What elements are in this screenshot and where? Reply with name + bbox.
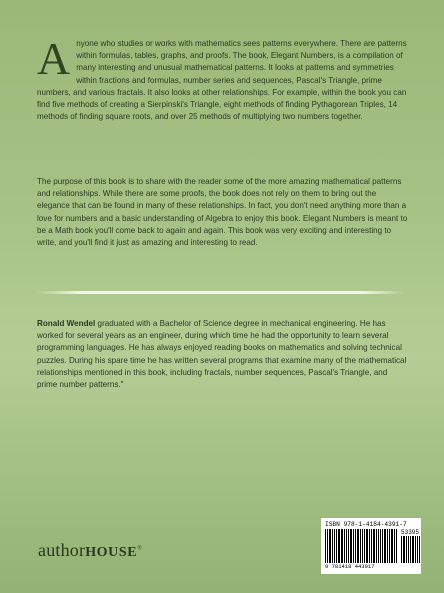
barcode-bar [376,529,377,563]
main-barcode-bars [325,529,398,563]
purpose-paragraph: The purpose of this book is to share with the reader some of the more amazing mathematical patterns and relationships. While there are some proofs, the book does not rely on them to bring out the elegance that can be found in many of these relationships. In fact, you don't need anything more than a love for numbers and a basic understanding of Algebra to enjoy this book. Elegant Numbers is meant to be a Math book you'll come back to again and again. This book was very exciting and interesting to write, and you'll find it just as amazing and interesting to read. [37,177,408,248]
barcode-bar [355,529,356,563]
barcode-bar [344,529,345,563]
intro-paragraph [37,33,409,123]
barcode-bar [384,529,386,563]
barcode-bar [394,529,395,563]
supplement-barcode [401,529,421,570]
author-bio-paragraph [37,318,409,391]
publisher-logo-part2: HOUSE [85,545,138,560]
barcode-bar [417,536,418,563]
barcode-bar [353,529,354,563]
barcode-bar [380,529,381,563]
barcode-bar [338,529,340,563]
barcode-bar [369,529,370,563]
registered-mark: ® [137,545,142,552]
barcode-bar [366,529,368,563]
barcode-bar [364,529,365,563]
barcode-bar [346,529,347,563]
supplement-number: 53395 [401,529,420,536]
barcode-bar [348,529,349,563]
barcode-bar [410,536,411,563]
isbn-barcode [321,518,421,574]
barcode-bar [325,529,326,563]
barcode-bar [336,529,337,563]
barcode-bar [373,529,375,563]
barcode-bar [378,529,379,563]
barcode-bar [419,536,420,563]
publisher-logo [38,540,142,561]
author-bio-text: graduated with a Bachelor of Science degree in mechanical engineering. He has worked for several years as an engineer, during which time he had the opportunity to learn several programming languages. He has always enjoyed reading books on mathematics and solving technical puzzles. During his spare time he has written several programs that examine many of the mathematical relationships mentioned in this book, including fractals, number sequences, Pascal's Triangle, and prime number patterns." [37,319,407,390]
barcode-graphic [325,529,420,563]
divider-line [37,291,405,294]
barcode-bar [357,529,359,563]
barcode-digits: 9 781418 443917 [325,563,375,570]
barcode-bar [360,529,361,563]
publisher-logo-part1: author [38,540,86,560]
barcode-bar [406,536,407,563]
drop-cap: A [37,33,71,84]
barcode-bar [408,536,409,563]
barcode-bar [332,529,333,563]
barcode-bar [415,536,416,563]
barcode-bar [401,536,402,563]
intro-text: nyone who studies or works with mathematics sees patterns everywhere. There are patterns within formulas, tables, graphs, and proofs. The book, Elegant Numbers, is a compilation of many interesting and unusual mathematical patterns. It looks at patterns and symmetries within fractions and formulas, number series and sequences, Pascal's Triangle, prime numbers, and various fractals. It also looks at other relationships. For example, within the book you can find five methods of creating a Sierpinski's Triangle, eight methods of finding Pythagorean Triples, 14 methods of finding square roots, and over 25 methods of multiplying two numbers together. [37,39,407,122]
barcode-bar [334,529,335,563]
barcode-bar [396,529,397,563]
barcode-bar [387,529,388,563]
barcode-bar [403,536,405,563]
supplement-barcode-bars [401,536,421,570]
isbn-label: ISBN 978-1-4184-4391-7 [325,521,407,528]
author-name: Ronald Wendel [37,319,96,328]
barcode-bar [327,529,328,563]
barcode-bar [329,529,331,563]
barcode-bar [362,529,363,563]
barcode-bar [391,529,393,563]
barcode-bar [341,529,343,563]
barcode-bar [382,529,383,563]
barcode-bar [350,529,352,563]
barcode-bar [412,536,414,563]
barcode-bar [371,529,372,563]
barcode-bar [389,529,390,563]
